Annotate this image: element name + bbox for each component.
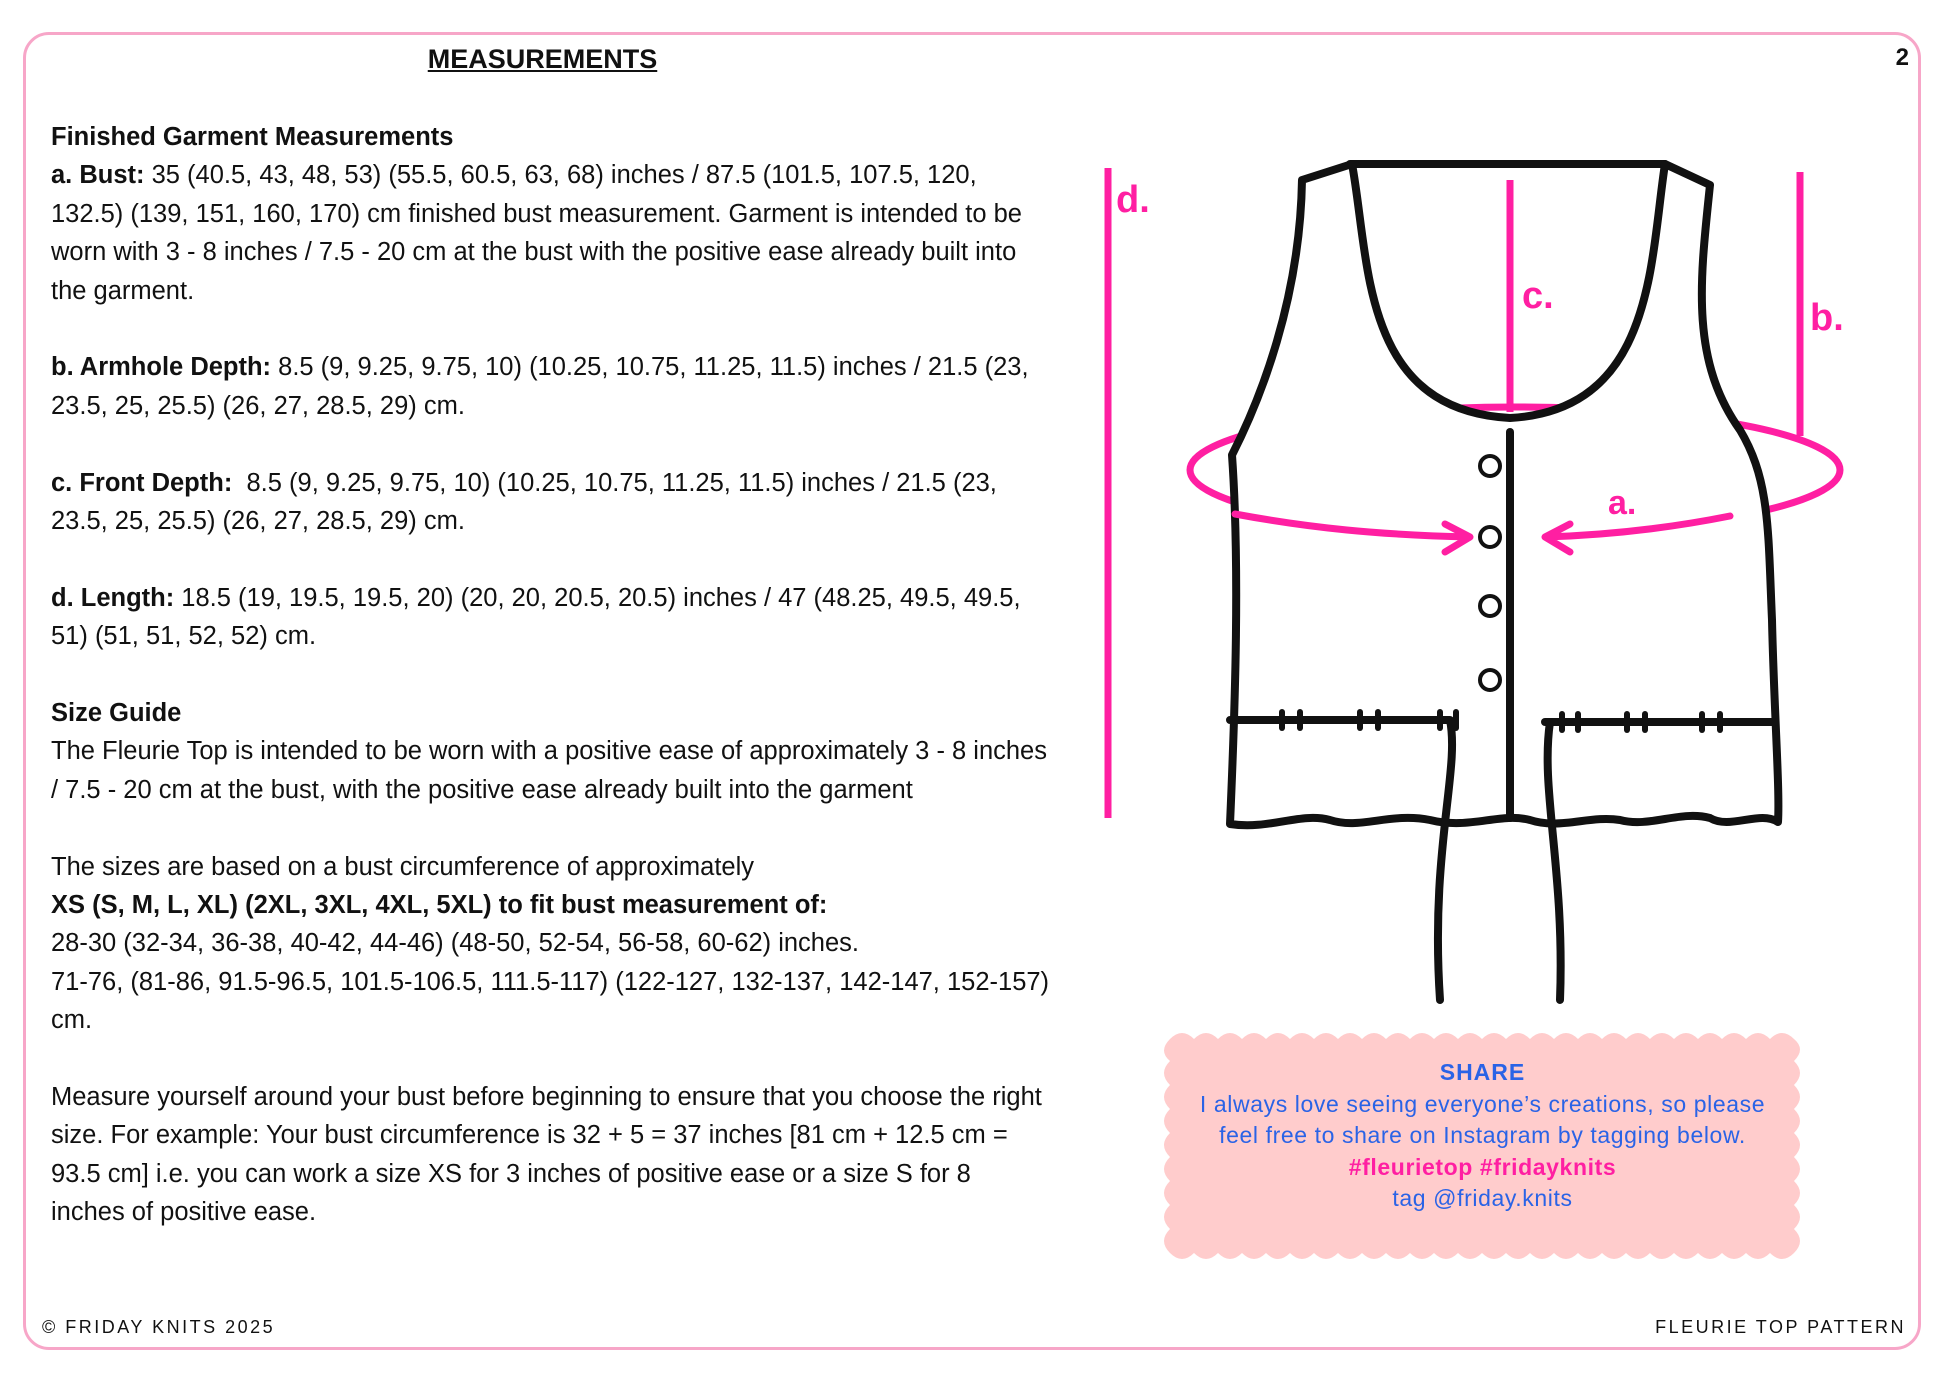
copyright-icon: © [42, 1317, 66, 1337]
front-paragraph [51, 464, 1051, 541]
label-c: c. [1522, 275, 1554, 317]
length-paragraph [51, 579, 1051, 656]
bust-paragraph [51, 156, 1051, 310]
page-number: 2 [1895, 44, 1909, 71]
page-title: MEASUREMENTS [427, 44, 658, 74]
footer-pattern-name: FLEURIE TOP PATTERN [1655, 1317, 1906, 1337]
share-heading: SHARE [1439, 1059, 1526, 1085]
bust-label: a. Bust: [51, 161, 145, 190]
bust-text: 35 (40.5, 43, 48, 53) (55.5, 60.5, 63, 68) inches / 87.5 (101.5, 107.5, 120, 132.5) (139, 151, 160, 170) cm finished bust measurement. Garment is intended to be worn with 3 - 8 inches / 7.5 - 20 cm at the bust with the positive ease already built into the garment. [51, 161, 1022, 305]
label-a: a. [1608, 484, 1637, 522]
sizes-based: The sizes are based on a bust circumference of approximately [51, 852, 755, 881]
footer-copyright [42, 1317, 275, 1338]
label-b: b. [1810, 297, 1844, 339]
measure-note: Measure yourself around your bust before beginning to ensure that you choose the right size. For example: Your bust circumference is 32 + 5 = 37 inches [81 cm + 12.5 cm = 93.5 cm] i.e. you can work a size XS for 3 inches of positive ease or a size S for 8 inches of positive ease. [51, 1083, 1042, 1227]
size-intro: The Fleurie Top is intended to be worn with a positive ease of approximately 3 - 8 inches / 7.5 - 20 cm at the bust, with the positive ease already built into the garment [51, 737, 1047, 804]
share-line-2: feel free to share on Instagram by tagging below. [1219, 1122, 1746, 1148]
label-d: d. [1116, 179, 1150, 221]
vest-outline [1230, 164, 1778, 1000]
front-label: c. Front Depth: [51, 468, 233, 497]
size-guide-heading: Size Guide [51, 699, 182, 728]
finished-heading: Finished Garment Measurements [51, 123, 454, 151]
share-handle: tag @friday.knits [1392, 1185, 1573, 1211]
sizes-bold: XS (S, M, L, XL) (2XL, 3XL, 4XL, 5XL) to fit bust measurement of: [51, 891, 828, 920]
armhole-label: b. Armhole Depth: [51, 353, 272, 382]
front-text: 8.5 (9, 9.25, 9.75, 10) (10.25, 10.75, 11.25, 11.5) inches / 21.5 (23, 23.5, 25, 25.5) (26, 27, 28.5, 29) cm. [51, 468, 1004, 536]
vest-diagram [1090, 150, 1850, 1010]
sizes-inches: 28-30 (32-34, 36-38, 40-42, 44-46) (48-50, 52-54, 56-58, 60-62) inches. [51, 929, 860, 958]
copyright-text: FRIDAY KNITS 2025 [65, 1317, 276, 1337]
share-hashtags: #fleurietop #fridayknits [1348, 1153, 1617, 1180]
share-box [1150, 1027, 1815, 1270]
measurements-text [51, 118, 1051, 1232]
share-line-1: I always love seeing everyone’s creations, so please [1199, 1090, 1766, 1117]
share-text [1150, 1057, 1815, 1215]
length-label: d. Length: [51, 583, 175, 612]
armhole-paragraph [51, 348, 1051, 425]
length-text: 18.5 (19, 19.5, 19.5, 20) (20, 20, 20.5, 20.5) inches / 47 (48.25, 49.5, 49.5, 51) (51, 51, 52, 52) cm. [51, 583, 1021, 651]
sizes-cm: 71-76, (81-86, 91.5-96.5, 101.5-106.5, 111.5-117) (122-127, 132-137, 142-147, 152-157) cm. [51, 967, 1050, 1035]
armhole-text: 8.5 (9, 9.25, 9.75, 10) (10.25, 10.75, 11.25, 11.5) inches / 21.5 (23, 23.5, 25, 25.5) (26, 27, 28.5, 29) cm. [51, 353, 1029, 420]
